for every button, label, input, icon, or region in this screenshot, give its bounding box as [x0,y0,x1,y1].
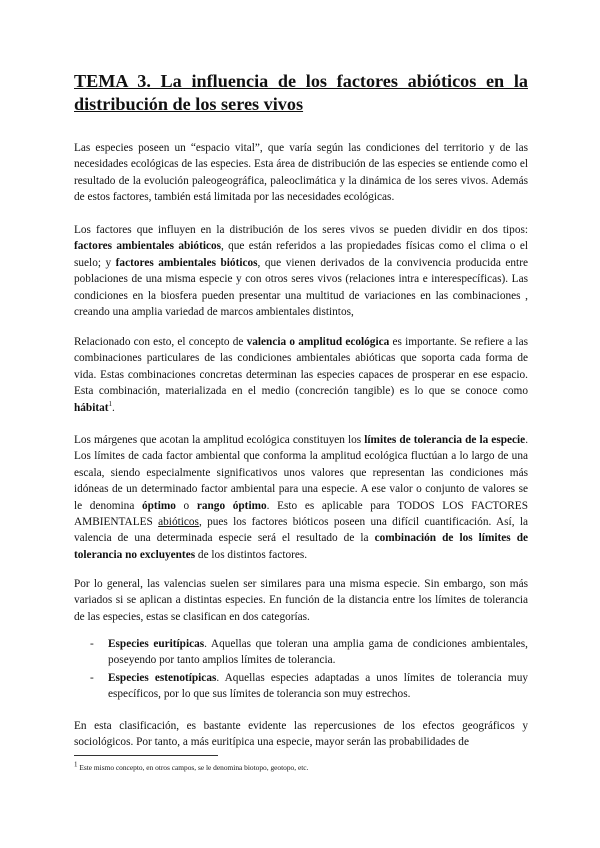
term-combinacion: combinación de los límites de tolerancia no excluyentes [74,532,528,561]
footnote-mark: 1 [74,760,78,769]
categories-list [90,636,528,704]
text: . Esto es aplicable para TODOS LOS FACTORES AMBIENTALES [74,499,528,529]
dash-bullet: - [90,638,94,650]
text: . [112,401,115,414]
term-valencia: valencia o amplitud ecológica [246,336,390,348]
text: es importante. Se refiere a las combinaciones particulares de las condiciones ambientales abióticas que soporta cada forma de vida. Estas combinaciones concretas determinan las especies capaces de prosperar en ese espacio. Esta combinación, materializada en el medio (concreción tangible) es lo que se conoce como [74,336,528,398]
text: . Los límites de cada factor ambiental que conforma la amplitud ecológica fluctúan a lo largo de una escala, siendo especialmente significativos unos valores que representan las condiciones más idóneas de un determinado factor ambiental para una especie. A ese valor o conjunto de valores se le denomina [74,434,529,512]
footnote [74,760,528,773]
page-title: TEMA 3. La influencia de los factores abióticos en la distribución de los seres vivos [74,71,528,114]
dash-bullet: - [90,671,94,684]
footnote-text: Este mismo concepto, en otros campos, se le denomina biotopo, geotopo, etc. [77,763,309,772]
text: Relacionado con esto, el concepto de [74,336,247,348]
paragraph-limites [74,432,528,563]
paragraph-valencia [74,334,528,416]
term-estenotipicas: Especies estenotípicas [108,671,217,684]
paragraph-espacio-vital: Las especies poseen un “espacio vital”, que varía según las condiciones del territorio y de las necesidades ecológicas de las especies. Esta área de distribución de las especies se entiende como el resultado de la evolución paleogeográfica, paleoclimática y la dinámica de los seres vivos. Además de estos factores, también está limitada por las necesidades ecológicas. [74,142,528,204]
text: . Aquellas que toleran una amplia gama de condiciones ambientales, poseyendo por tanto amplios límites de tolerancia. [108,638,528,667]
paragraph-clasificacion: En esta clasificación, es bastante evidente las repercusiones de los efectos geográficos y sociológicos. Por tanto, a más euritípica una especie, mayor serán las probabilidades de [74,720,528,749]
paragraph-factores [74,222,528,320]
text: . Aquellas especies adaptadas a unos límites de tolerancia muy específicos, por lo que sus límites de tolerancia son muy estrechos. [108,671,528,701]
term-optimo: óptimo [142,499,176,512]
list-item [90,636,528,669]
term-abioticos: factores ambientales abióticos [74,240,222,253]
text: , que están referidos a las propiedades físicas como el clima o el suelo; y [74,240,528,269]
paragraph-valencias: Por lo general, las valencias suelen ser similares para una misma especie. Sin embargo, son más variados si se aplican a distintas especies. En función de la distancia entre los límites de tolerancia de las especies, estas se clasifican en dos categorías. [74,578,528,623]
text: Los factores que influyen en la distribución de los seres vivos se pueden dividir en dos tipos: [74,224,528,236]
term-euritipicas: Especies euritípicas [108,638,205,650]
underlined-abioticos: abióticos [158,516,199,529]
text: o [175,499,197,512]
footnote-divider [74,755,218,756]
term-habitat: hábitat [74,401,109,414]
text: de los distintos factores. [195,548,308,561]
text: , que vienen derivados de la convivencia producida entre poblaciones de una misma especie y con otros seres vivos (relaciones intra e interespecíficas). Las condiciones en la biosfera pueden presentar una multitud de variaciones en las combinaciones , creando una amplia variedad de marcos ambientales distintos, [74,256,528,319]
term-limites: límites de tolerancia de la especie [364,434,526,446]
term-bioticos: factores ambientales bióticos [115,256,258,269]
term-rango-optimo: rango óptimo [196,499,267,512]
footnote-ref[interactable]: 1 [108,399,113,408]
text: , pues los factores bióticos poseen una difícil cuantificación. Así, la valencia de una determinada especie será el resultado de la [74,516,528,545]
text: Los márgenes que acotan la amplitud ecológica constituyen los [74,434,365,446]
list-item [90,670,528,703]
